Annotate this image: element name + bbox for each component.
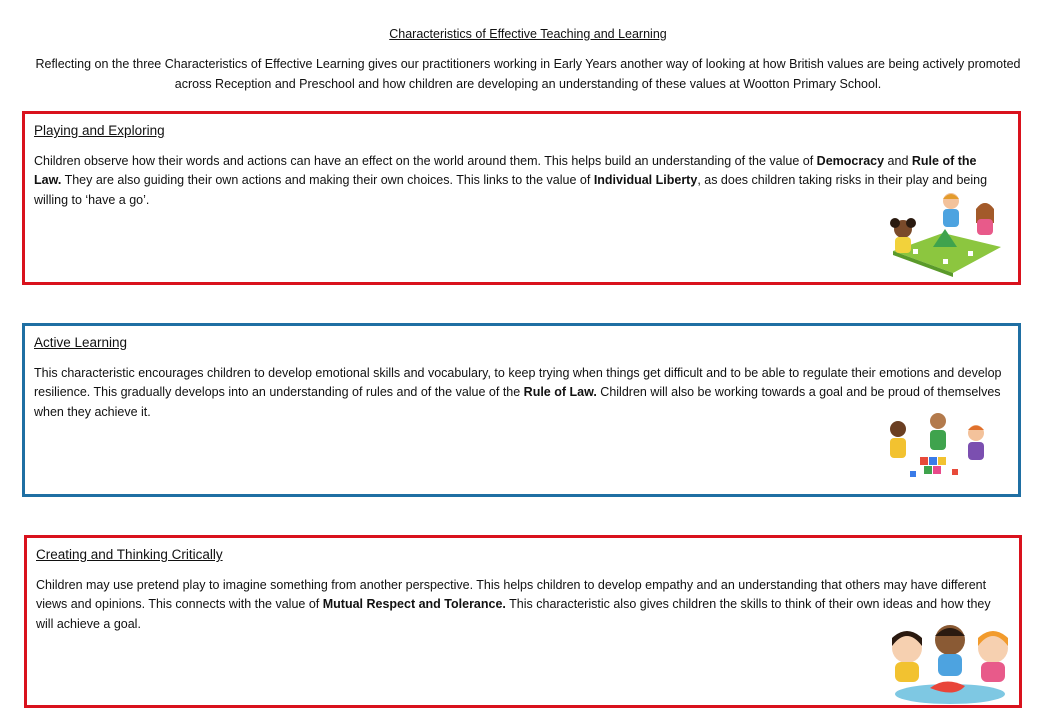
section-heading: Playing and Exploring: [34, 123, 165, 138]
children-drawing-illustration: [885, 616, 1015, 706]
body-text: , as does children taking risks in their play and being willing to ‘have a go’.: [34, 173, 988, 207]
section-active-learning: [22, 323, 1021, 497]
bold-value-text: Rule of the Law.: [34, 154, 977, 188]
body-text: This characteristic encourages children to develop emotional skills and vocabulary, to keep trying when things get difficult and to be able to regulate their emotions and develop resilience. This gradually develops into an understanding of rules and of the value of the: [34, 366, 1002, 400]
section-playing-and-exploring: [22, 111, 1021, 285]
bold-value-text: Democracy: [816, 154, 885, 168]
section-heading: Active Learning: [34, 335, 128, 350]
body-text: They are also guiding their own actions and making their own choices. This links to the value of: [61, 173, 594, 188]
body-text: and: [884, 154, 912, 168]
children-building-illustration: [880, 411, 995, 483]
section-body: [34, 152, 1004, 210]
children-playing-illustration: [873, 189, 1008, 279]
document-title: Characteristics of Effective Teaching and Learning: [389, 27, 667, 41]
body-text: Children will also be working towards a goal and be proud of themselves when they achieve it.: [34, 385, 1001, 419]
body-text: Children may use pretend play to imagine something from another perspective. This helps children to develop empathy and an understanding that others may have different views and opinions. This connects with the value of: [36, 578, 987, 612]
body-text: Children observe how their words and actions can have an effect on the world around them. This helps build an understanding of the value of: [34, 154, 817, 168]
section-body: [36, 576, 1005, 634]
bold-value-text: Mutual Respect and Tolerance.: [322, 597, 506, 612]
bold-value-text: Individual Liberty: [593, 173, 698, 188]
bold-value-text: Rule of Law.: [523, 385, 597, 400]
section-creating-and-thinking-critically: [24, 535, 1022, 708]
intro-paragraph: Reflecting on the three Characteristics of Effective Learning gives our practitioners working in Early Years another way of looking at how British values are being actively promoted across Reception and Preschool and how children are developing an understanding of these values at Wootton Primary School.: [35, 57, 1021, 91]
section-heading: Creating and Thinking Critically: [36, 547, 223, 562]
body-text: This characteristic also gives children the skills to think of their own ideas and how they will achieve a goal.: [36, 597, 991, 631]
section-body: [34, 364, 1004, 422]
